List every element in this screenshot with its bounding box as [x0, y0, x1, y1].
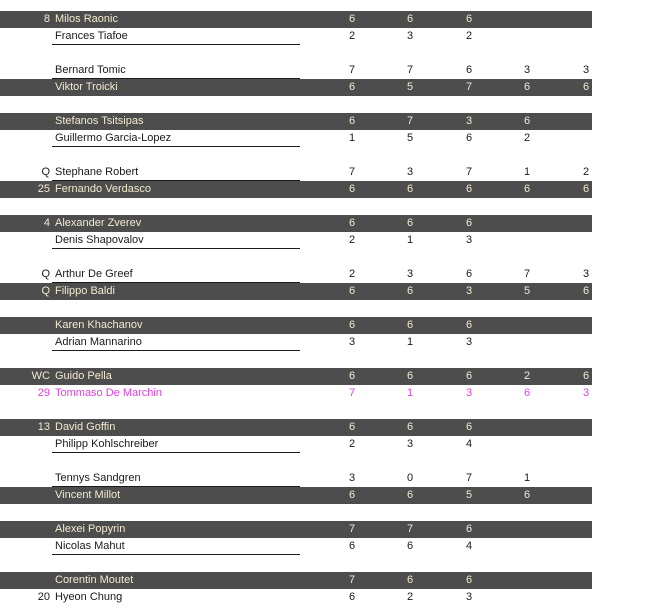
player-row: [0, 28, 592, 45]
set-score-1: 6: [348, 183, 356, 195]
set-score-2: 6: [406, 574, 414, 586]
player-name: Alexei Popyrin: [55, 523, 126, 535]
set-score-3: 7: [465, 81, 473, 93]
set-score-5: 3: [582, 268, 590, 280]
set-score-1: 2: [348, 268, 356, 280]
set-score-4: 2: [523, 132, 531, 144]
player-name: Adrian Mannarino: [55, 336, 142, 348]
set-score-1: 1: [348, 132, 356, 144]
player-seed: 8: [43, 13, 50, 25]
set-score-2: 5: [406, 132, 414, 144]
player-name: Alexander Zverev: [55, 217, 142, 229]
set-score-1: 6: [348, 370, 356, 382]
set-score-1: 6: [348, 540, 356, 552]
set-score-2: 3: [406, 438, 414, 450]
set-score-2: 6: [406, 489, 414, 501]
set-score-3: 6: [465, 64, 473, 76]
set-score-2: 7: [406, 115, 414, 127]
player-row: [0, 436, 592, 453]
set-score-1: 6: [348, 81, 356, 93]
player-seed: WC: [31, 370, 50, 382]
set-score-3: 6: [465, 319, 473, 331]
player-seed: Q: [41, 285, 50, 297]
player-row: [0, 164, 592, 181]
player-seed: 25: [37, 183, 50, 195]
set-score-3: 7: [465, 472, 473, 484]
player-seed: Q: [41, 268, 50, 280]
player-row: [0, 334, 592, 351]
set-score-4: 6: [523, 183, 531, 195]
set-score-4: 1: [523, 166, 531, 178]
set-score-2: 3: [406, 30, 414, 42]
player-row: [0, 215, 592, 232]
set-score-5: 6: [582, 370, 590, 382]
player-row: [0, 79, 592, 96]
player-name: Filippo Baldi: [55, 285, 115, 297]
player-seed: Q: [41, 166, 50, 178]
set-score-1: 6: [348, 285, 356, 297]
player-name: Karen Khachanov: [55, 319, 143, 331]
player-row: [0, 538, 592, 555]
player-row: [0, 368, 592, 385]
set-score-2: 7: [406, 523, 414, 535]
set-score-2: 6: [406, 285, 414, 297]
set-score-4: 6: [523, 115, 531, 127]
set-score-3: 2: [465, 30, 473, 42]
player-name: Arthur De Greef: [55, 268, 133, 280]
set-score-3: 3: [465, 591, 473, 603]
set-score-2: 3: [406, 268, 414, 280]
player-row: [0, 266, 592, 283]
player-row: [0, 113, 592, 130]
set-score-1: 7: [348, 574, 356, 586]
set-score-5: 6: [582, 183, 590, 195]
player-name: Hyeon Chung: [55, 591, 123, 603]
player-name: Corentin Moutet: [55, 574, 134, 586]
set-score-2: 3: [406, 166, 414, 178]
set-score-2: 1: [406, 336, 414, 348]
set-score-3: 3: [465, 285, 473, 297]
player-name: Viktor Troicki: [55, 81, 118, 93]
set-score-4: 5: [523, 285, 531, 297]
set-score-2: 1: [406, 387, 414, 399]
player-name: Fernando Verdasco: [55, 183, 152, 195]
player-name: Guillermo Garcia-Lopez: [55, 132, 172, 144]
set-score-2: 6: [406, 319, 414, 331]
set-score-1: 6: [348, 319, 356, 331]
set-score-1: 7: [348, 523, 356, 535]
set-score-3: 6: [465, 183, 473, 195]
player-row: [0, 470, 592, 487]
set-score-4: 6: [523, 81, 531, 93]
set-score-1: 6: [348, 217, 356, 229]
set-score-3: 3: [465, 234, 473, 246]
player-row: [0, 283, 592, 300]
set-score-2: 6: [406, 217, 414, 229]
player-row: [0, 232, 592, 249]
player-seed: 29: [37, 387, 50, 399]
player-name: Guido Pella: [55, 370, 112, 382]
player-name: David Goffin: [55, 421, 116, 433]
player-seed: 20: [37, 591, 50, 603]
set-score-2: 5: [406, 81, 414, 93]
set-score-3: 4: [465, 540, 473, 552]
player-seed: 4: [43, 217, 50, 229]
set-score-1: 7: [348, 387, 356, 399]
player-row: [0, 385, 592, 402]
set-score-1: 3: [348, 472, 356, 484]
set-score-3: 7: [465, 166, 473, 178]
set-score-1: 6: [348, 591, 356, 603]
set-score-5: 6: [582, 285, 590, 297]
set-score-3: 6: [465, 523, 473, 535]
set-score-5: 3: [582, 387, 590, 399]
player-name: Philipp Kohlschreiber: [55, 438, 159, 450]
player-row: [0, 572, 592, 589]
set-score-1: 3: [348, 336, 356, 348]
set-score-4: 7: [523, 268, 531, 280]
set-score-3: 3: [465, 387, 473, 399]
player-name: Vincent Millot: [55, 489, 121, 501]
set-score-3: 3: [465, 115, 473, 127]
set-score-1: 7: [348, 166, 356, 178]
set-score-2: 6: [406, 540, 414, 552]
set-score-5: 3: [582, 64, 590, 76]
set-score-1: 2: [348, 234, 356, 246]
set-score-1: 6: [348, 115, 356, 127]
set-score-3: 6: [465, 370, 473, 382]
set-score-1: 6: [348, 13, 356, 25]
player-name: Stefanos Tsitsipas: [55, 115, 144, 127]
player-row: [0, 589, 592, 606]
set-score-3: 6: [465, 421, 473, 433]
set-score-3: 3: [465, 336, 473, 348]
set-score-5: 2: [582, 166, 590, 178]
set-score-3: 6: [465, 132, 473, 144]
set-score-2: 2: [406, 591, 414, 603]
set-score-1: 2: [348, 438, 356, 450]
set-score-4: 2: [523, 370, 531, 382]
set-score-2: 6: [406, 13, 414, 25]
set-score-5: 6: [582, 81, 590, 93]
set-score-4: 6: [523, 387, 531, 399]
player-row: [0, 11, 592, 28]
player-name: Frances Tiafoe: [55, 30, 128, 42]
set-score-2: 6: [406, 370, 414, 382]
player-name: Tennys Sandgren: [55, 472, 141, 484]
player-row: [0, 62, 592, 79]
player-row: [0, 487, 592, 504]
set-score-2: 7: [406, 64, 414, 76]
set-score-1: 6: [348, 421, 356, 433]
player-row: [0, 181, 592, 198]
set-score-4: 3: [523, 64, 531, 76]
player-row: [0, 521, 592, 538]
player-name: Milos Raonic: [55, 13, 118, 25]
player-seed: 13: [37, 421, 50, 433]
player-row: [0, 317, 592, 334]
player-name: Tommaso De Marchin: [55, 387, 162, 399]
player-row: [0, 419, 592, 436]
set-score-4: 1: [523, 472, 531, 484]
player-name: Stephane Robert: [55, 166, 139, 178]
set-score-4: 6: [523, 489, 531, 501]
player-name: Denis Shapovalov: [55, 234, 144, 246]
set-score-2: 6: [406, 421, 414, 433]
set-score-1: 7: [348, 64, 356, 76]
set-score-2: 1: [406, 234, 414, 246]
set-score-2: 6: [406, 183, 414, 195]
set-score-3: 6: [465, 217, 473, 229]
player-name: Bernard Tomic: [55, 64, 126, 76]
player-name: Nicolas Mahut: [55, 540, 125, 552]
set-score-1: 2: [348, 30, 356, 42]
set-score-1: 6: [348, 489, 356, 501]
set-score-3: 5: [465, 489, 473, 501]
set-score-3: 6: [465, 268, 473, 280]
set-score-3: 4: [465, 438, 473, 450]
set-score-3: 6: [465, 574, 473, 586]
set-score-3: 6: [465, 13, 473, 25]
player-row: [0, 130, 592, 147]
set-score-2: 0: [406, 472, 414, 484]
